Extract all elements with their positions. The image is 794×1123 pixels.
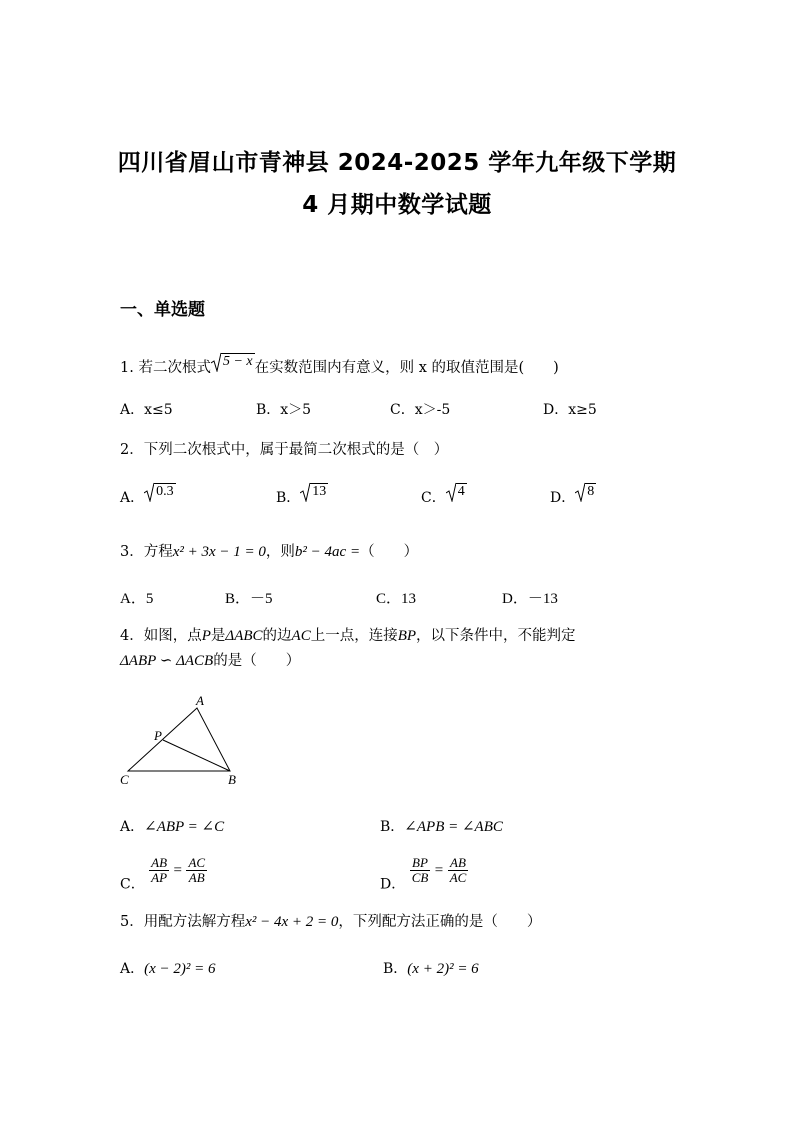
question-1-text-pre: 若二次根式 xyxy=(138,360,211,376)
document-title-line1: 四川省眉山市青神县 2024-2025 学年九年级下学期 xyxy=(117,150,677,176)
radical-sign-icon xyxy=(575,482,585,502)
q3-option-a[interactable]: A．5 xyxy=(120,591,154,607)
q4-option-b[interactable]: B．∠APB = ∠ABC xyxy=(380,819,503,835)
segment-bp xyxy=(163,740,230,771)
radical-sign-icon xyxy=(211,352,221,372)
fraction-ab-over-ac: $\frac{AB}{AC}$ xyxy=(449,855,467,885)
q3-option-d[interactable]: D．－13 xyxy=(502,591,558,607)
q3-equation: x² + 3x − 1 = 0 xyxy=(172,544,266,560)
label-c: C xyxy=(120,772,129,787)
q3-option-c[interactable]: C．13 xyxy=(376,591,417,607)
question-4-line2: ΔABP ∽ ΔACB的是（ ） xyxy=(120,653,301,669)
label-a: A xyxy=(196,693,204,708)
question-1 xyxy=(120,352,559,377)
q1-option-c[interactable]: C．x＞-5 xyxy=(390,402,451,418)
q2-option-b[interactable]: B． 13 xyxy=(276,484,327,506)
section-heading: 一、单选题 xyxy=(120,300,205,320)
fraction-ab-over-ap: $\frac{AB}{AP}$ xyxy=(151,855,168,885)
q3-expression: b² − 4ac = xyxy=(294,544,361,560)
q5-option-a[interactable]: A．(x − 2)² = 6 xyxy=(120,961,216,977)
q1-option-a[interactable]: A．x≤5 xyxy=(120,402,173,418)
radical-sign-icon xyxy=(300,482,310,502)
label-p: P xyxy=(154,728,162,743)
sqrt-0-3: 0.3 xyxy=(144,482,176,502)
q1-option-b[interactable]: B．x＞5 xyxy=(256,402,312,418)
q5-equation: x² − 4x + 2 = 0 xyxy=(245,914,339,930)
q5-option-b[interactable]: B．(x + 2)² = 6 xyxy=(383,961,479,977)
label-b: B xyxy=(228,772,236,787)
triangle-abc xyxy=(128,708,230,771)
triangle-figure xyxy=(115,692,245,792)
q2-option-a[interactable]: A． 0.3 xyxy=(120,484,174,506)
q1-option-d[interactable]: D．x≥5 xyxy=(543,402,597,418)
question-1-number: 1. xyxy=(120,360,134,376)
question-3: 3．方程x² + 3x − 1 = 0，则b² − 4ac =（ ） xyxy=(120,544,419,560)
q2-option-c[interactable]: C． 4 xyxy=(421,484,465,506)
sqrt-4: 4 xyxy=(446,482,467,502)
question-5: 5．用配方法解方程x² − 4x + 2 = 0，下列配方法正确的是（ ） xyxy=(120,914,542,930)
radical-sign-icon xyxy=(144,482,154,502)
q2-option-d[interactable]: D． 8 xyxy=(550,484,595,506)
fraction-ac-over-ab: $\frac{AC}{AB}$ xyxy=(188,855,206,885)
sqrt-5-minus-x: 5 − x xyxy=(211,352,255,372)
question-1-text-post: 在实数范围内有意义，则 x 的取值范围是( ) xyxy=(254,360,559,376)
q4-option-c[interactable]: C． $\frac{AB}{AP}$ = $\frac{AC}{AB}$ xyxy=(120,855,206,893)
document-title-line2: 4 月期中数学试题 xyxy=(302,192,492,218)
question-4-line1: 4．如图，点P是ΔABC的边AC上一点，连接BP，以下条件中，不能判定 xyxy=(120,628,576,644)
q4-option-a[interactable]: A．∠ABP = ∠C xyxy=(120,819,225,835)
sqrt-13: 13 xyxy=(300,482,328,502)
q3-option-b[interactable]: B．－5 xyxy=(225,591,273,607)
q4-option-d[interactable]: D． $\frac{BP}{CB}$ = $\frac{AB}{AC}$ xyxy=(380,855,467,893)
radical-sign-icon xyxy=(446,482,456,502)
sqrt-8: 8 xyxy=(575,482,596,502)
fraction-bp-over-cb: $\frac{BP}{CB}$ xyxy=(411,855,429,885)
question-2: 2．下列二次根式中，属于最简二次根式的是（ ） xyxy=(120,442,449,458)
